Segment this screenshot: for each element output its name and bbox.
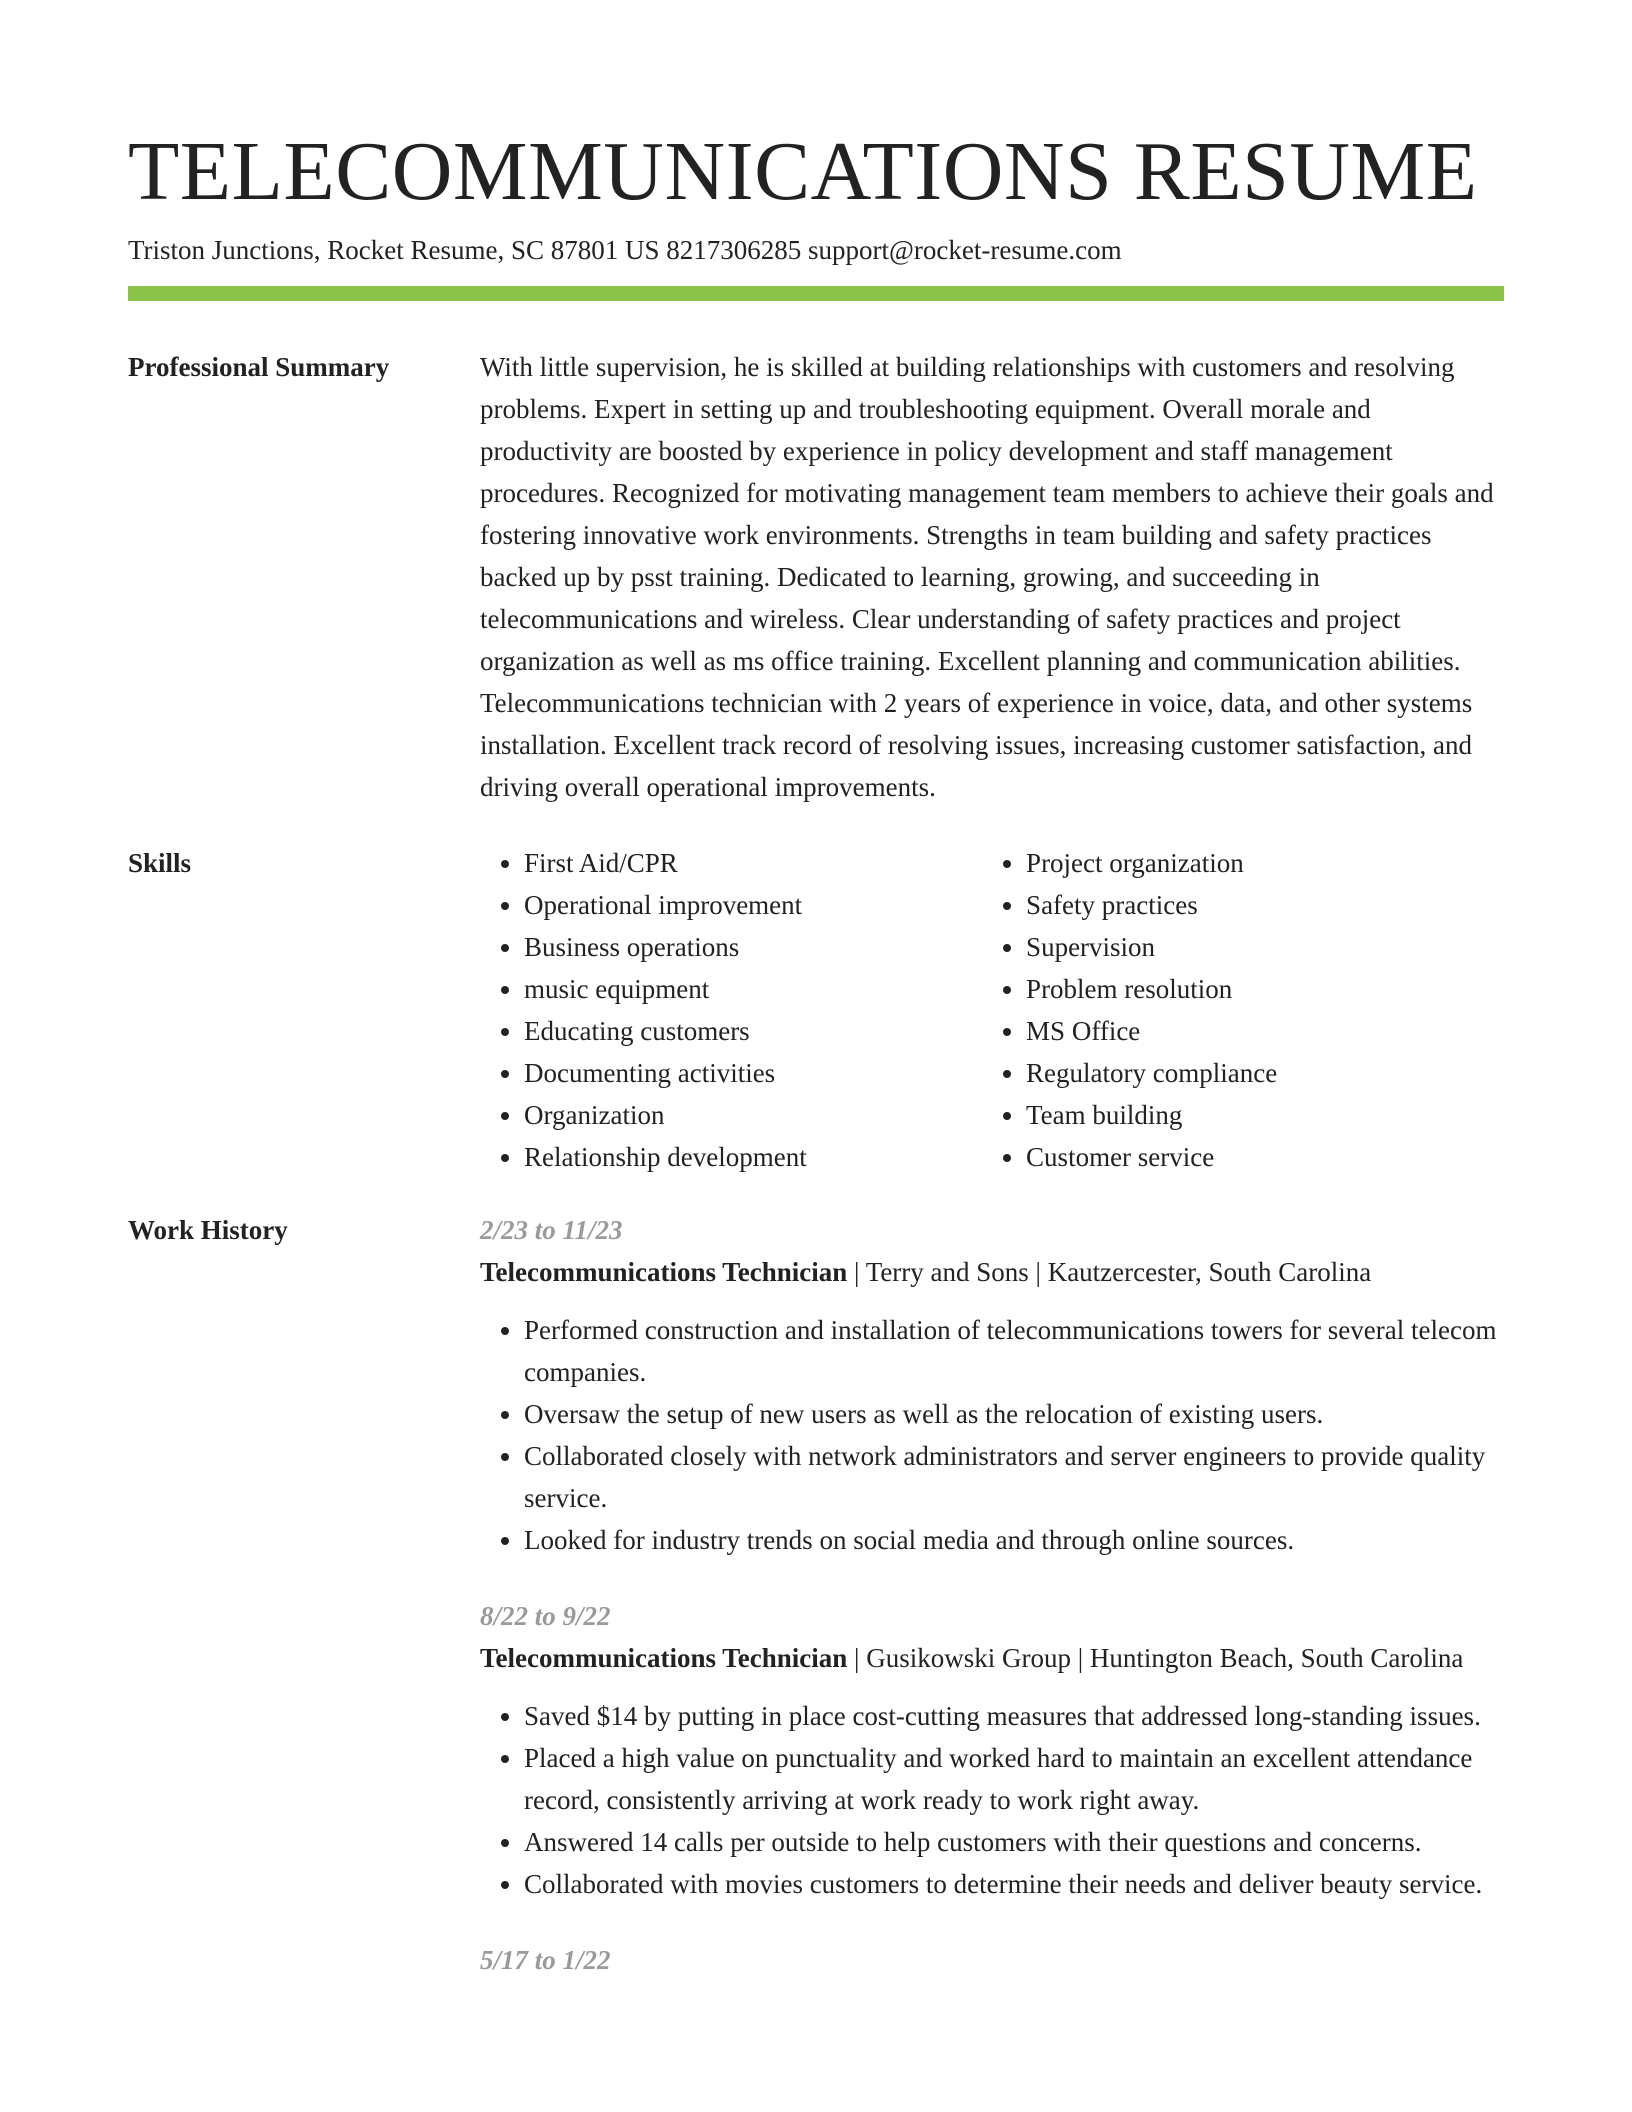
resume-title: TELECOMMUNICATIONS RESUME [128, 125, 1478, 218]
job-entry [480, 1939, 1504, 1981]
skill-item: • Project organization [1026, 842, 1504, 884]
job-bullet: • Saved $14 by putting in place cost-cutting measures that addressed long-standing issues. [524, 1695, 1504, 1737]
job-dates: 8/22 to 9/22 [480, 1601, 611, 1631]
summary-text: With little supervision, he is skilled at building relationships with customers and resolving problems. Expert in setting up and troubleshooting equipment. Overall morale and productivity are boosted by experience in policy development and staff management procedures. Recognized for motivating management team members to achieve their goals and fostering innovative work environments. Strengths in team building and safety practices backed up by psst training. Dedicated to learning, growing, and succeeding in telecommunications and wireless. Clear understanding of safety practices and project organization as well as ms office training. Excellent planning and communication abilities. Telecommunications technician with 2 years of experience in voice, data, and other systems installation. Excellent track record of resolving issues, increasing customer satisfaction, and driving overall operational improvements. [480, 352, 1494, 802]
job-employer-location: | Terry and Sons | Kautzercester, South Carolina [847, 1257, 1372, 1287]
job-employer-location: | Gusikowski Group | Huntington Beach, South Carolina [847, 1643, 1464, 1673]
job-bullet: • Collaborated with movies customers to determine their needs and deliver beauty service. [524, 1863, 1504, 1905]
skills-list-right [982, 842, 1504, 1178]
skill-item: • First Aid/CPR [524, 842, 982, 884]
job-bullet-list [480, 1309, 1504, 1561]
skill-item: • Team building [1026, 1094, 1504, 1136]
skill-item: • Supervision [1026, 926, 1504, 968]
job-entry [480, 1209, 1504, 1561]
summary-heading: Professional Summary [128, 352, 390, 382]
job-bullet: • Oversaw the setup of new users as well as the relocation of existing users. [524, 1393, 1504, 1435]
job-bullet: • Answered 14 calls per outside to help customers with their questions and concerns. [524, 1821, 1504, 1863]
job-bullet: • Looked for industry trends on social media and through online sources. [524, 1519, 1504, 1561]
accent-divider [128, 286, 1504, 301]
job-entry [480, 1595, 1504, 1905]
job-bullet-list [480, 1695, 1504, 1905]
job-title: Telecommunications Technician [480, 1257, 848, 1287]
skill-item: • Organization [524, 1094, 982, 1136]
skill-item: • Operational improvement [524, 884, 982, 926]
skill-item: • Customer service [1026, 1136, 1504, 1178]
skill-item: • Safety practices [1026, 884, 1504, 926]
skill-item: • Problem resolution [1026, 968, 1504, 1010]
skill-item: • Business operations [524, 926, 982, 968]
work-history-heading: Work History [128, 1215, 288, 1245]
job-dates: 5/17 to 1/22 [480, 1945, 611, 1975]
job-list [480, 1209, 1504, 2015]
skill-item: • Relationship development [524, 1136, 982, 1178]
contact-line: Triston Junctions, Rocket Resume, SC 87801 US 8217306285 support@rocket-resume.com [128, 235, 1122, 265]
skills-heading: Skills [128, 848, 192, 878]
skill-item: • Educating customers [524, 1010, 982, 1052]
job-bullet: • Collaborated closely with network administrators and server engineers to provide quality service. [524, 1435, 1504, 1519]
skills-list-left [480, 842, 982, 1178]
job-dates: 2/23 to 11/23 [480, 1215, 623, 1245]
job-bullet: • Placed a high value on punctuality and worked hard to maintain an excellent attendance record, consistently arriving at work ready to work right away. [524, 1737, 1504, 1821]
skill-item: • MS Office [1026, 1010, 1504, 1052]
job-heading-line [480, 1251, 1504, 1293]
job-heading-line [480, 1637, 1504, 1679]
skill-item: • music equipment [524, 968, 982, 1010]
skill-item: • Documenting activities [524, 1052, 982, 1094]
job-bullet: • Performed construction and installation of telecommunications towers for several telecom companies. [524, 1309, 1504, 1393]
skill-item: • Regulatory compliance [1026, 1052, 1504, 1094]
job-title: Telecommunications Technician [480, 1643, 848, 1673]
